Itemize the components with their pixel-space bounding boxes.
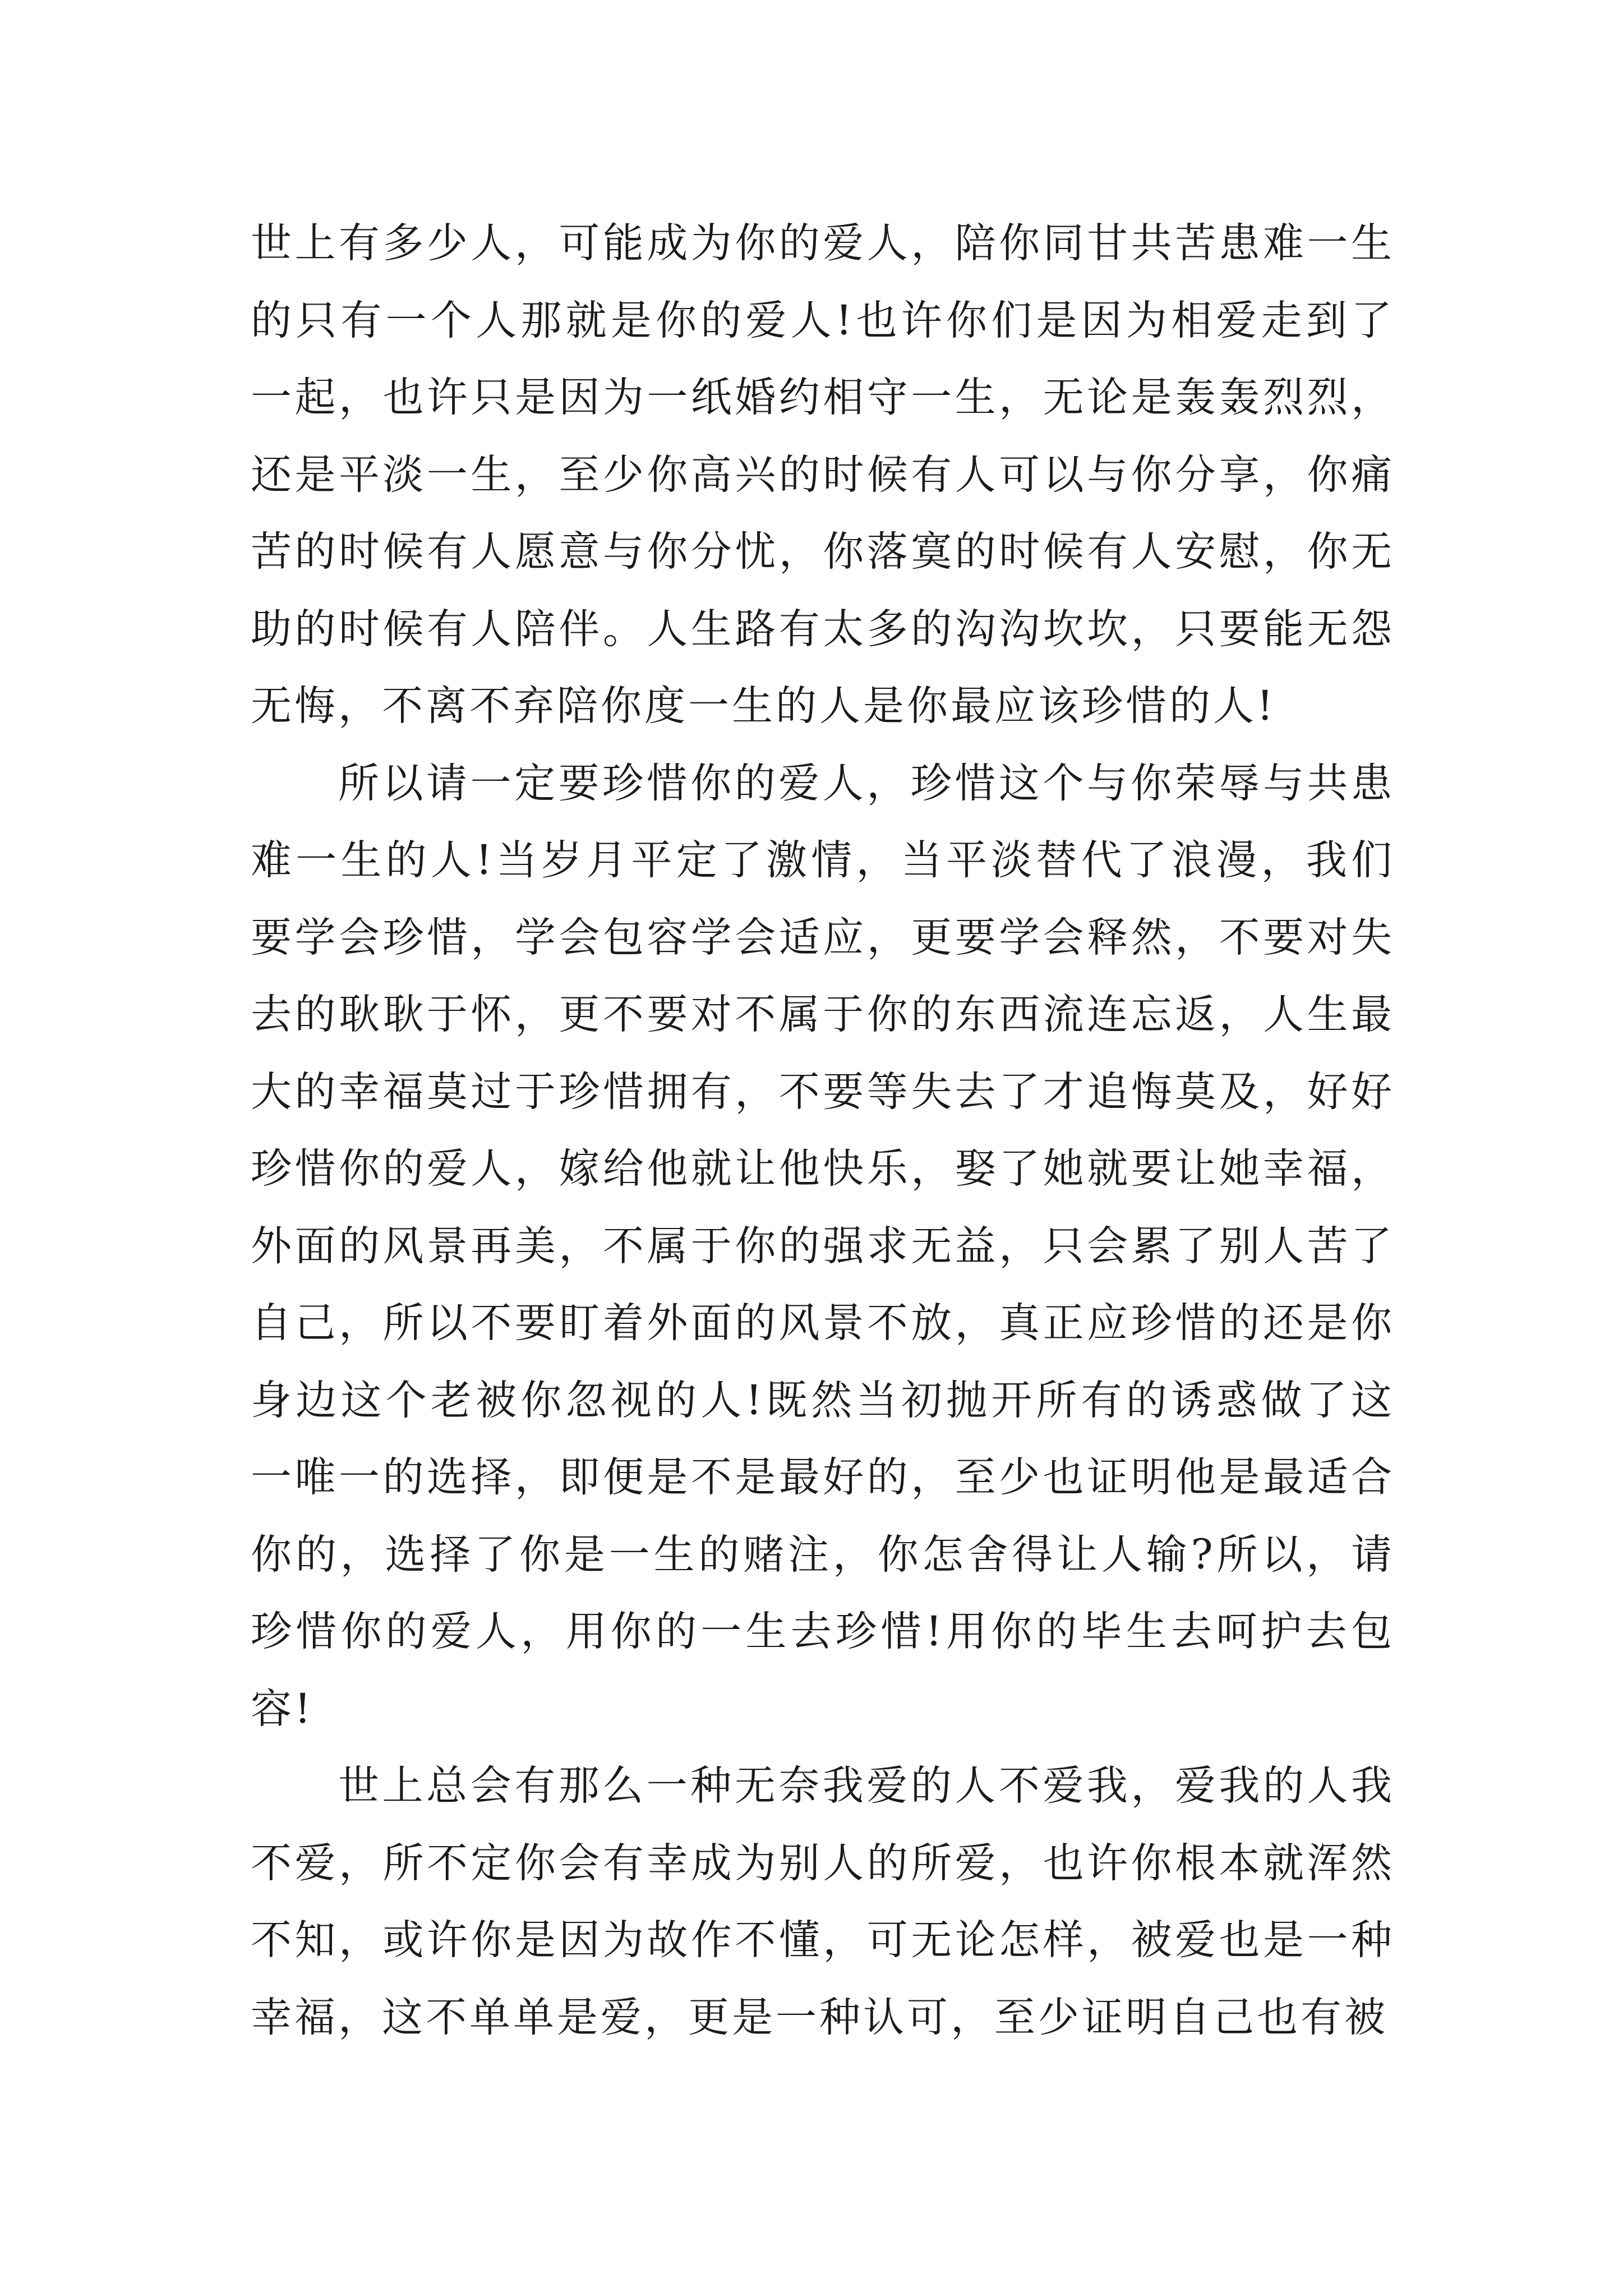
document-body — [251, 205, 1395, 2056]
paragraph-1: 世上有多少人，可能成为你的爱人，陪你同甘共苦患难一生的只有一个人那就是你的爱人!也许你们是因为相爱走到了一起，也许只是因为一纸婚约相守一生，无论是轰轰烈烈，还是平淡一生，至少你高兴的时候有人可以与你分享，你痛苦的时候有人愿意与你分忧，你落寞的时候有人安慰，你无助的时候有人陪伴。人生路有太多的沟沟坎坎，只要能无怨无悔，不离不弃陪你度一生的人是你最应该珍惜的人! — [251, 219, 1395, 730]
paragraph-3: 世上总会有那么一种无奈我爱的人不爱我，爱我的人我不爱，所不定你会有幸成为别人的所爱，也许你根本就浑然不知，或许你是因为故作不懂，可无论怎样，被爱也是一种幸福，这不单单是爱，更是一种认可，至少证明自己也有被 — [251, 1762, 1395, 2041]
paragraph-2: 所以请一定要珍惜你的爱人，珍惜这个与你荣辱与共患难一生的人!当岁月平定了激情，当平淡替代了浪漫，我们要学会珍惜，学会包容学会适应，更要学会释然，不要对失去的耿耿于怀，更不要对不属于你的东西流连忘返，人生最大的幸福莫过于珍惜拥有，不要等失去了才追悔莫及，好好珍惜你的爱人，嫁给他就让他快乐，娶了她就要让她幸福，外面的风景再美，不属于你的强求无益，只会累了别人苦了自己，所以不要盯着外面的风景不放，真正应珍惜的还是你身边这个老被你忽视的人!既然当初抛开所有的诱惑做了这一唯一的选择，即便是不是最好的，至少也证明他是最适合你的，选择了你是一生的赌注，你怎舍得让人输?所以，请珍惜你的爱人，用你的一生去珍惜!用你的毕生去呵护去包容! — [251, 759, 1395, 1733]
